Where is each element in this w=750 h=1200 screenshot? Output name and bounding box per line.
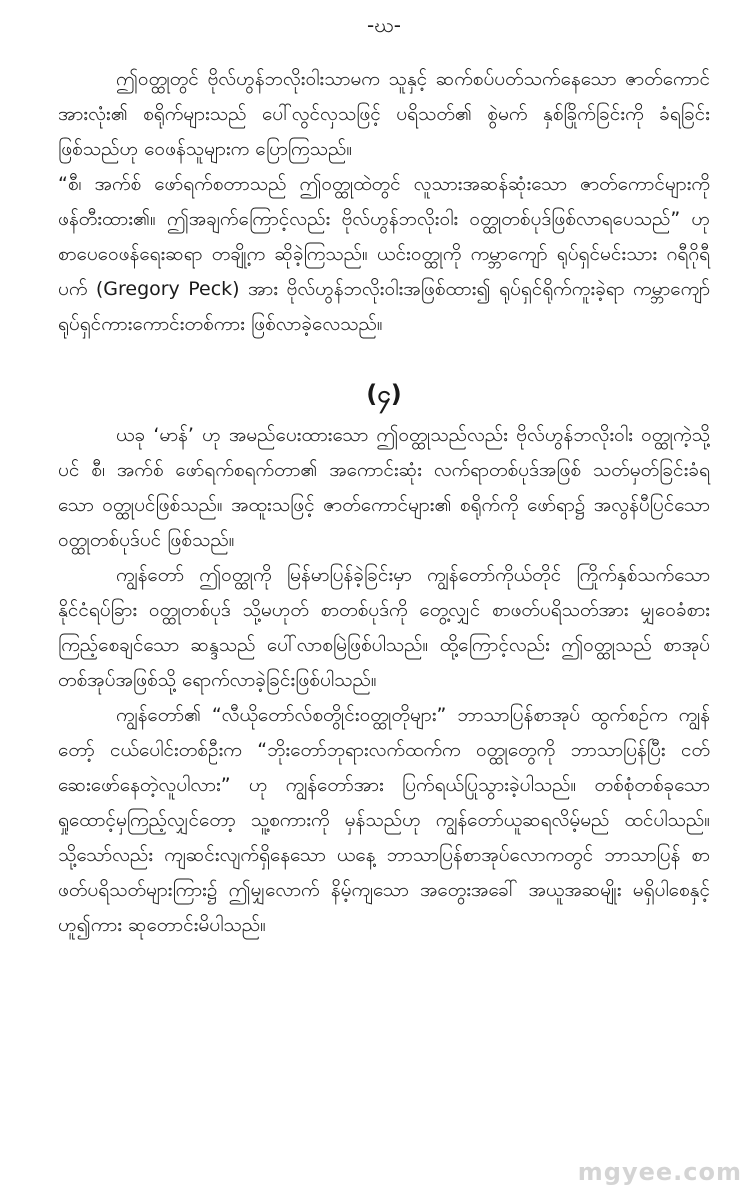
paragraph-1: ဤဝတ္ထုတွင် ဗိုလ်ဟွန်ဘလိုးဝါးသာမက သူနှင့် ဆက်စပ်ပတ်သက်နေသော ဇာတ်ကောင်အားလုံး၏ စရိုက်များသည် ပေါ်လွင်လှသဖြင့် ပရိသတ်၏ စွဲမက် နှစ်ခြိုက်ခြင်းကို ခံရခြင်းဖြစ်သည်ဟု ဝေဖန်သူများက ပြောကြသည်။ [58,68,710,160]
watermark: mgyee.com [577,1158,742,1186]
section-heading: (၄) [366,380,402,408]
page-number-marker: -ဃ- [367,13,401,37]
paragraph-3: ယခု ‘မာန်’ ဟု အမည်ပေးထားသော ဤဝတ္ထုသည်လည်း ဗိုလ်ဟွန်ဘလိုးဝါး ဝတ္ထုကဲ့သို့ပင် စီ၊ အက်စ် ဖော်ရက်စရက်တာ၏ အကောင်းဆုံး လက်ရာတစ်ပုဒ်အဖြစ် သတ်မှတ်ခြင်းခံရသော ဝတ္ထုပင်ဖြစ်သည်။ အထူးသဖြင့် ဇာတ်ကောင်များ၏ စရိုက်ကို ဖော်ရာ၌ အလွန်ပီပြင်သော ဝတ္ထုတစ်ပုဒ်ပင် ဖြစ်သည်။ [58,424,710,551]
paragraph-4: ကျွန်တော် ဤဝတ္ထုကို မြန်မာပြန်ခဲ့ခြင်းမှာ ကျွန်တော်ကိုယ်တိုင် ကြိုက်နှစ်သက်သော နိုင်ငံရပ်ခြား ဝတ္ထုတစ်ပုဒ် သို့မဟုတ် စာတစ်ပုဒ်ကို တွေ့လျှင် စာဖတ်ပရိသတ်အား မျှဝေခံစားကြည့်စေချင်သော ဆန္ဒသည် ပေါ်လာစမြဲဖြစ်ပါသည်။ ထို့ကြောင့်လည်း ဤဝတ္ထုသည် စာအုပ်တစ်အုပ်အဖြစ်သို့ ရောက်လာခဲ့ခြင်းဖြစ်ပါသည်။ [58,564,710,691]
paragraph-2: “စီ၊ အက်စ် ဖော်ရက်စတာသည် ဤဝတ္ထုထဲတွင် လူသားအဆန်ဆုံးသော ဇာတ်ကောင်များကို ဖန်တီးထား၏။ ဤအချက်ကြောင့်လည်း ဗိုလ်ဟွန်ဘလိုးဝါး ဝတ္ထုတစ်ပုဒ်ဖြစ်လာရပေသည်” ဟု စာပေဝေဖန်ရေးဆရာ တချို့က ဆိုခဲ့ကြသည်။ ယင်းဝတ္ထုကို ကမ္ဘာကျော် ရုပ်ရှင်မင်းသား ဂရီဂိုရီပက် (Gregory Peck) အား ဗိုလ်ဟွန်ဘလိုးဝါးအဖြစ်ထား၍ ရုပ်ရှင်ရိုက်ကူးခဲ့ရာ ကမ္ဘာကျော် ရုပ်ရှင်ကားကောင်းတစ်ကား ဖြစ်လာခဲ့လေသည်။ [58,173,710,335]
main-text [58,62,710,943]
paragraph-5: ကျွန်တော်၏ “လီယိုတော်လ်စတွိုင်းဝတ္ထုတိုများ” ဘာသာပြန်စာအုပ် ထွက်စဉ်က ကျွန်တော့် ငယ်ပေါင်းတစ်ဦးက “ဘိုးတော်ဘုရားလက်ထက်က ဝတ္ထုတွေကို ဘာသာပြန်ပြီး ငတ်ဆေးဖော်နေတဲ့လူပါလား” ဟု ကျွန်တော်အား ပြက်ရယ်ပြုသွားခဲ့ပါသည်။ တစ်စုံတစ်ခုသော ရှုထောင့်မှကြည့်လျှင်တော့ သူ့စကားကို မှန်သည်ဟု ကျွန်တော်ယူဆရလိမ့်မည် ထင်ပါသည်။ သို့သော်လည်း ကျဆင်းလျက်ရှိနေသော ယနေ့ ဘာသာပြန်စာအုပ်လောကတွင် ဘာသာပြန် စာဖတ်ပရိသတ်များကြား၌ ဤမျှလောက် နိမ့်ကျသော အတွေးအခေါ် အယူအဆမျိုး မရှိပါစေနှင့်ဟူ၍ကား ဆုတောင်းမိပါသည်။ [58,704,710,936]
